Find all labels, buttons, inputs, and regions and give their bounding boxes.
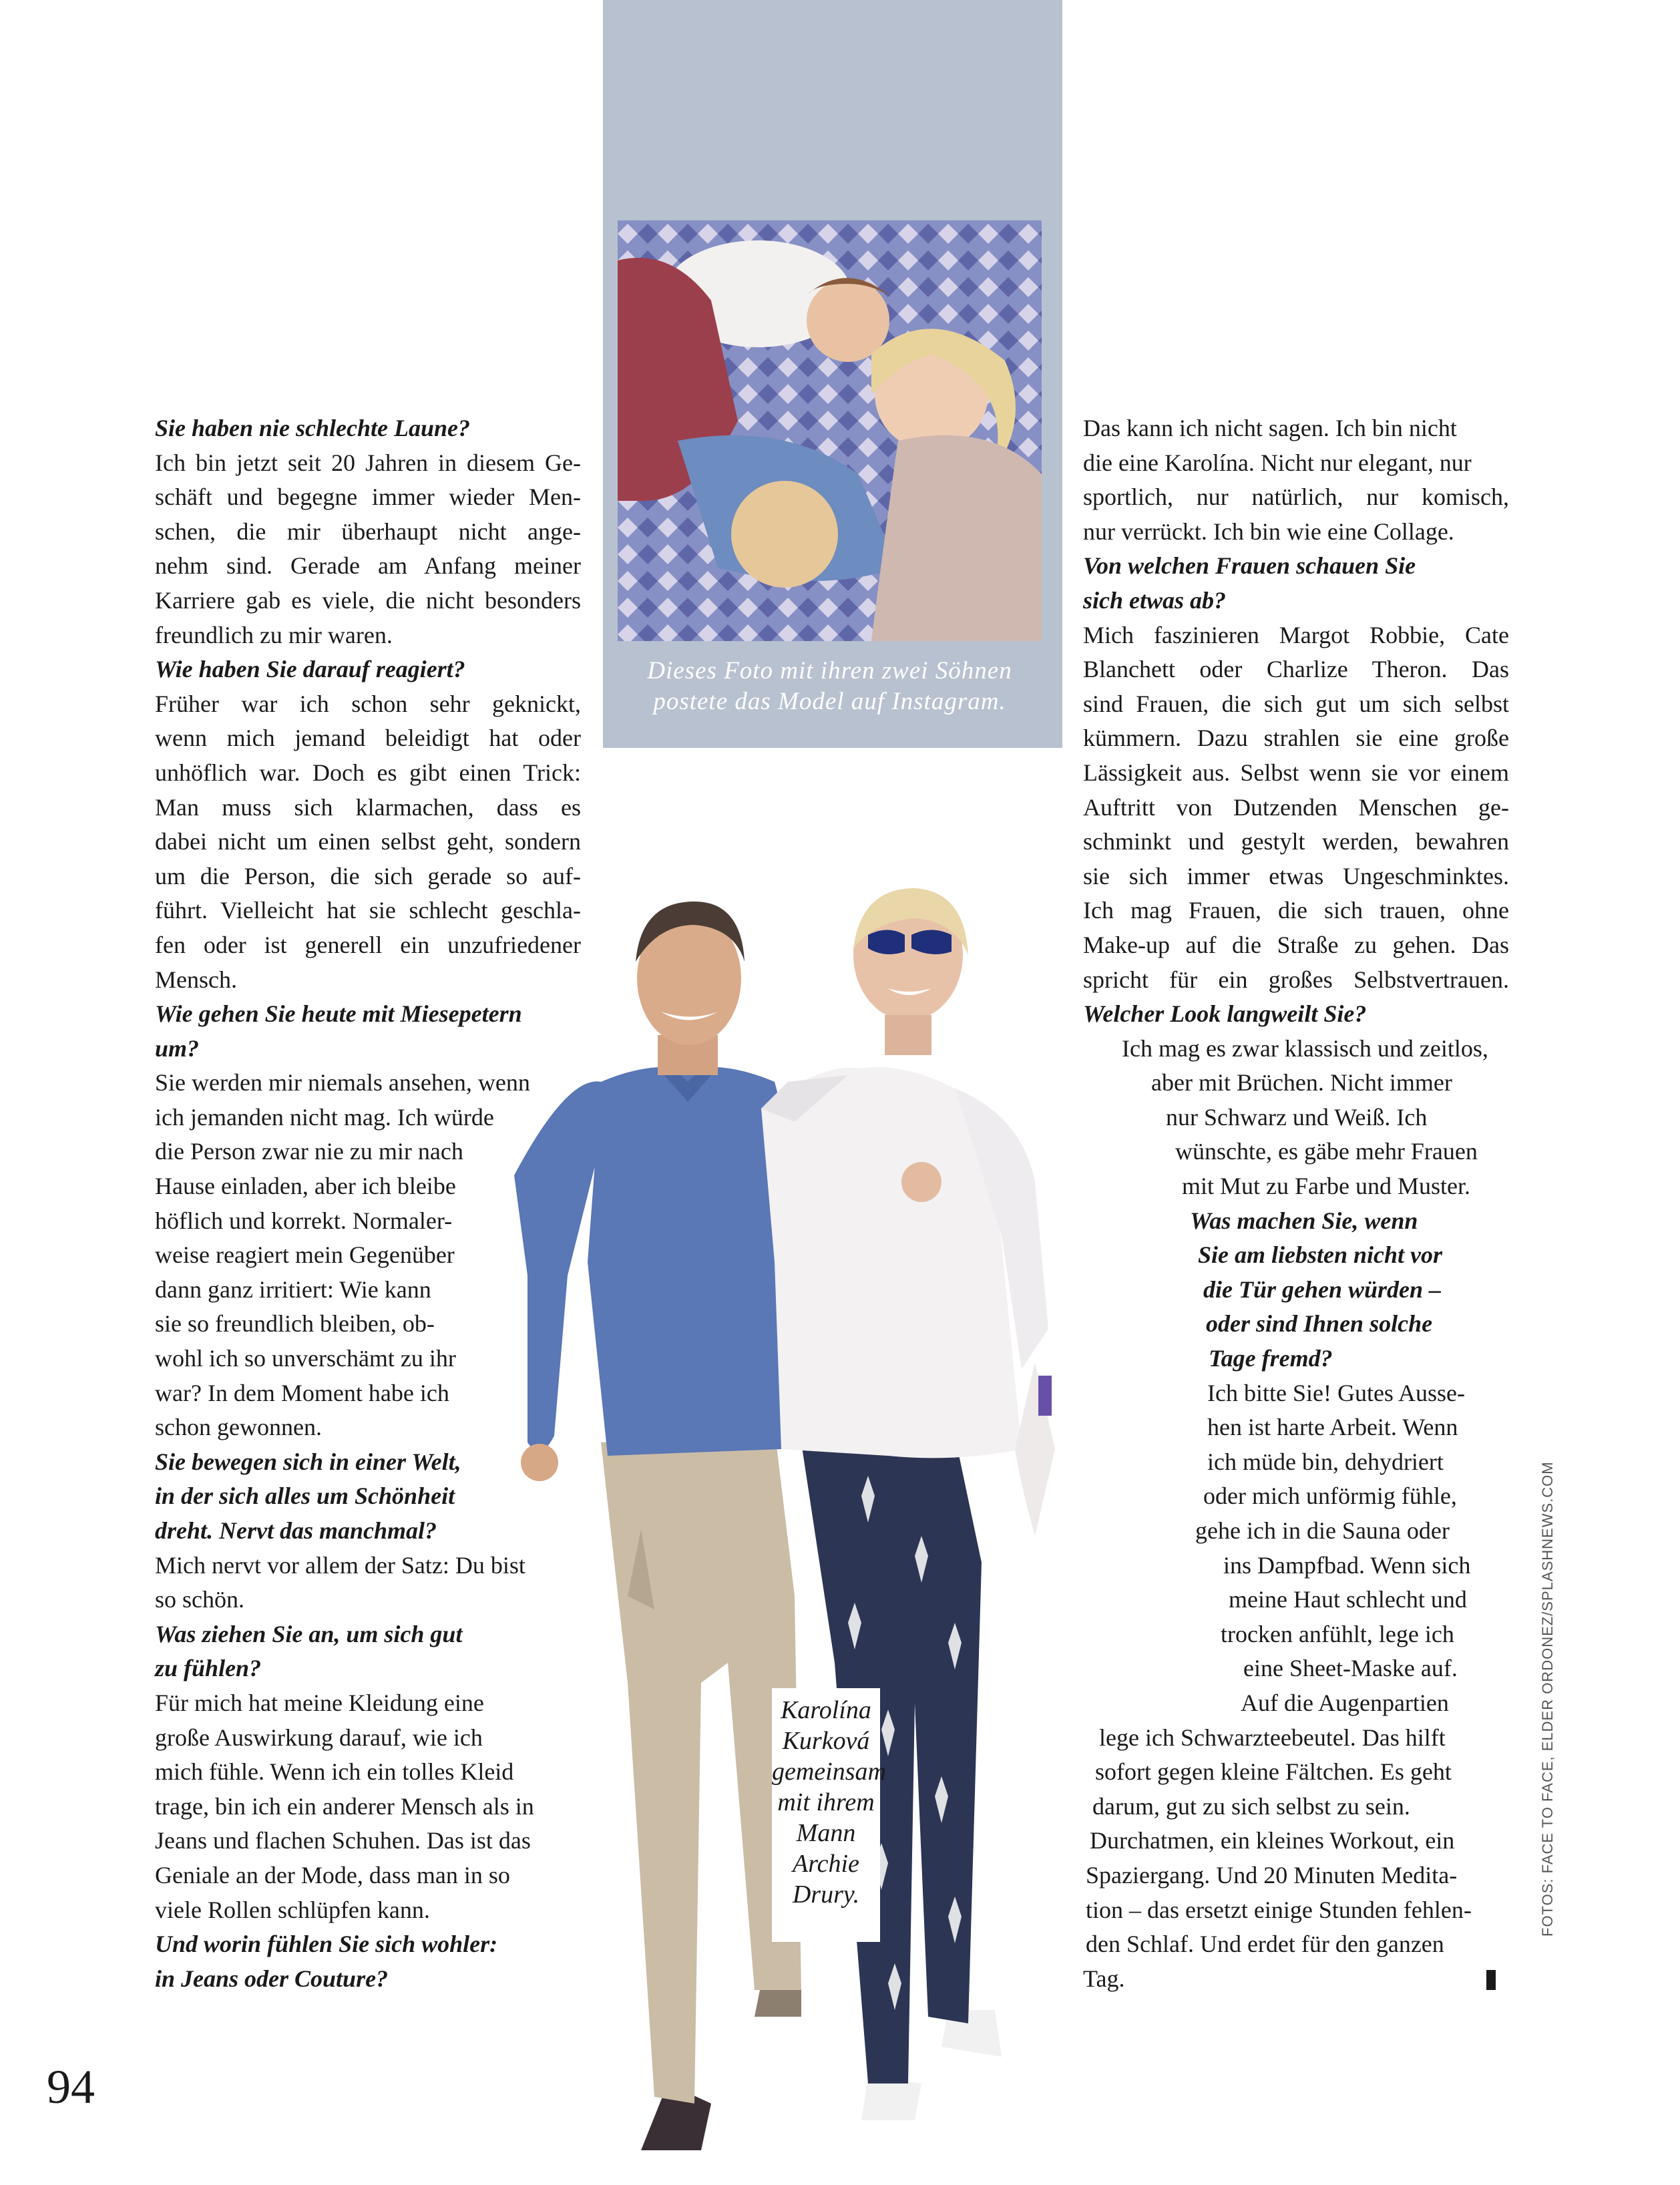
interview-answer-line: Blanchett oder Charlize Theron. Das	[1083, 656, 1509, 683]
interview-answer-line: tion – das ersetzt einige Stunden fehlen-	[1086, 1896, 1472, 1923]
interview-answer-line: sportlich, nur natürlich, nur komisch,	[1083, 483, 1509, 511]
interview-answer-line: meine Haut schlecht und	[1229, 1586, 1467, 1613]
interview-answer-line: nur verrückt. Ich bin wie eine Collage.	[1083, 518, 1454, 545]
interview-answer-line: Sie werden mir niemals ansehen, wenn	[155, 1069, 530, 1097]
interview-answer-line: lege ich Schwarzteebeutel. Das hilft	[1099, 1724, 1446, 1751]
interview-question-line: Wie gehen Sie heute mit Miesepetern	[155, 1000, 522, 1028]
interview-answer-line: Ich mag es zwar klassisch und zeitlos,	[1122, 1034, 1488, 1062]
interview-answer-line: die Person zwar nie zu mir nach	[155, 1138, 463, 1165]
interview-answer-line: Ich bin jetzt seit 20 Jahren in diesem Ge-	[155, 449, 581, 476]
interview-answer-line: führt. Vielleicht hat sie schlecht geschla-	[155, 897, 581, 924]
photo-credit: FOTOS: FACE TO FACE, ELDER ORDONEZ/SPLASHNEWS.COM	[1539, 1461, 1556, 1937]
interview-answer-line: spricht für ein großes Selbstvertrauen.	[1083, 966, 1509, 993]
interview-answer-line: die eine Karolína. Nicht nur elegant, nur	[1083, 449, 1472, 476]
interview-answer-line: ich jemanden nicht mag. Ich würde	[155, 1103, 494, 1131]
interview-question-line: Von welchen Frauen schauen Sie	[1083, 552, 1416, 580]
caption-line: Drury.	[792, 1880, 860, 1909]
interview-answer-line: ins Dampfbad. Wenn sich	[1223, 1551, 1471, 1579]
interview-answer-line: nur Schwarz und Weiß. Ich	[1166, 1103, 1428, 1131]
interview-answer-line: dabei nicht um einen selbst geht, sondern	[155, 828, 581, 855]
interview-answer-line: schen, die mir überhaupt nicht ange-	[155, 518, 581, 545]
couple-photo-caption	[772, 1688, 886, 1942]
interview-answer-line: Durchatmen, ein kleines Workout, ein	[1090, 1827, 1455, 1854]
interview-answer-line: oder mich unförmig fühle,	[1203, 1482, 1457, 1510]
interview-answer-line: trage, bin ich ein anderer Mensch als in	[155, 1792, 534, 1820]
interview-answer-line: Karriere gab es viele, die nicht besonders	[155, 586, 581, 614]
interview-answer-line: den Schlaf. Und erdet für den ganzen	[1086, 1931, 1444, 1958]
interview-question-line: Was ziehen Sie an, um sich gut	[155, 1620, 463, 1647]
interview-answer-line: Auf die Augenpartien	[1241, 1689, 1449, 1716]
interview-answer-line: unhöflich war. Doch es gibt einen Trick:	[155, 759, 581, 786]
interview-question-line: um?	[155, 1034, 200, 1062]
caption-line: mit ihrem	[777, 1788, 875, 1816]
interview-answer-line: Ich bitte Sie! Gutes Ausse-	[1207, 1379, 1465, 1406]
family-photo	[618, 220, 1042, 641]
interview-answer-line: ich müde bin, dehydriert	[1207, 1448, 1444, 1475]
interview-answer-line: freundlich zu mir waren.	[155, 621, 393, 648]
interview-answer-line: höflich und korrekt. Normaler-	[155, 1207, 453, 1234]
interview-answer-line: Das kann ich nicht sagen. Ich bin nicht	[1083, 415, 1457, 441]
interview-answer-line: weise reagiert mein Gegenüber	[155, 1241, 455, 1269]
interview-answer-line: Geniale an der Mode, dass man in so	[155, 1861, 510, 1889]
interview-answer-line: mich fühle. Wenn ich ein tolles Kleid	[155, 1758, 514, 1786]
interview-answer-line: sie sich immer etwas Ungeschminktes.	[1083, 862, 1509, 889]
interview-answer-line: schäft und begegne immer wieder Men-	[155, 483, 581, 511]
article-end-mark	[1486, 1970, 1496, 1990]
interview-answer-line: gehe ich in die Sauna oder	[1195, 1517, 1450, 1544]
interview-answer-line: Mich nervt vor allem der Satz: Du bist	[155, 1551, 526, 1579]
interview-question-line: dreht. Nervt das manchmal?	[155, 1517, 437, 1544]
interview-answer-line: eine Sheet-Maske auf.	[1243, 1655, 1458, 1682]
caption-line: Mann	[796, 1819, 856, 1847]
caption-line: Kurková	[782, 1727, 870, 1755]
interview-question-line: Wie haben Sie darauf reagiert?	[155, 656, 465, 683]
interview-answer-line: sofort gegen kleine Fältchen. Es geht	[1095, 1758, 1452, 1786]
interview-answer-line: Jeans und flachen Schuhen. Das ist das	[155, 1827, 531, 1854]
interview-answer-line: Make-up auf die Straße zu gehen. Das	[1083, 931, 1509, 958]
interview-answer-line: aber mit Brüchen. Nicht immer	[1151, 1069, 1452, 1097]
interview-question-line: Sie am liebsten nicht vor	[1198, 1241, 1443, 1269]
interview-answer-line: Hause einladen, aber ich bleibe	[155, 1173, 456, 1200]
interview-question-line: sich etwas ab?	[1083, 586, 1227, 614]
interview-answer-line: schon gewonnen.	[155, 1414, 322, 1441]
caption-line: postete das Model auf Instagram.	[653, 688, 1006, 715]
interview-question-line: Welcher Look langweilt Sie?	[1083, 1000, 1367, 1028]
caption-line: Karolína	[781, 1696, 871, 1724]
interview-answer-line: Für mich hat meine Kleidung eine	[155, 1689, 484, 1716]
interview-answer-line: war? In dem Moment habe ich	[155, 1379, 449, 1406]
interview-question-line: oder sind Ihnen solche	[1206, 1310, 1433, 1338]
interview-answer-line: wohl ich so unverschämt zu ihr	[155, 1345, 456, 1372]
interview-answer-line: um die Person, die sich gerade so auf-	[155, 862, 581, 889]
caption-line: gemeinsam	[772, 1758, 886, 1786]
interview-answer-line: trocken anfühlt, lege ich	[1221, 1620, 1454, 1647]
family-photo-illustration	[618, 220, 1042, 641]
interview-answer-line: Mich faszinieren Margot Robbie, Cate	[1083, 621, 1509, 648]
interview-answer-line: Lässigkeit aus. Selbst wenn sie vor einem	[1083, 759, 1509, 786]
interview-answer-line: schminkt und gestylt werden, bewahren	[1083, 828, 1509, 855]
interview-answer-line: so schön.	[155, 1586, 244, 1613]
interview-answer-line: mit Mut zu Farbe und Muster.	[1182, 1173, 1470, 1200]
caption-line: Dieses Foto mit ihren zwei Söhnen	[647, 657, 1012, 684]
interview-answer-line: Mensch.	[155, 966, 237, 993]
interview-answer-line: viele Rollen schlüpfen kann.	[155, 1896, 430, 1923]
interview-question-line: Was machen Sie, wenn	[1190, 1207, 1418, 1234]
man-figure	[514, 902, 801, 2150]
interview-question-line: in der sich alles um Schönheit	[155, 1482, 455, 1510]
interview-answer-line: wünschte, es gäbe mehr Frauen	[1175, 1138, 1478, 1165]
interview-answer-line: dann ganz irritiert: Wie kann	[155, 1275, 431, 1303]
interview-question-line: die Tür gehen würden –	[1203, 1275, 1442, 1303]
interview-answer-line: Spaziergang. Und 20 Minuten Medita-	[1086, 1861, 1458, 1889]
interview-answer-line: fen oder ist generell ein unzufriedener	[155, 931, 581, 958]
interview-answer-line: Man muss sich klarmachen, dass es	[155, 793, 581, 821]
interview-answer-line: sie so freundlich bleiben, ob-	[155, 1310, 435, 1338]
interview-answer-line: hen ist harte Arbeit. Wenn	[1207, 1414, 1458, 1441]
page-number: 94	[47, 2060, 95, 2114]
interview-answer-line: darum, gut zu sich selbst zu sein.	[1092, 1792, 1410, 1820]
interview-answer-line: nehm sind. Gerade am Anfang meiner	[155, 552, 581, 580]
interview-answer-line: Auftritt von Dutzenden Menschen ge-	[1083, 793, 1509, 821]
interview-answer-line: Tag.	[1083, 1965, 1125, 1992]
caption-line: Archie	[793, 1850, 859, 1878]
interview-question-line: zu fühlen?	[155, 1655, 262, 1682]
family-photo-caption	[618, 656, 1042, 717]
interview-answer-line: große Auswirkung darauf, wie ich	[155, 1724, 483, 1751]
interview-answer-line: sind Frauen, die sich gut um sich selbst	[1083, 690, 1509, 717]
interview-answer-line: Ich mag Frauen, die sich trauen, ohne	[1083, 897, 1509, 924]
interview-question-line: in Jeans oder Couture?	[155, 1965, 389, 1992]
interview-question-line: Sie bewegen sich in einer Welt,	[155, 1448, 461, 1475]
interview-question-line: Tage fremd?	[1209, 1345, 1333, 1372]
interview-answer-line: wenn mich jemand beleidigt hat oder	[155, 725, 581, 752]
interview-question-line: Sie haben nie schlechte Laune?	[155, 415, 471, 441]
interview-answer-line: kümmern. Dazu strahlen sie eine große	[1083, 725, 1509, 752]
interview-answer-line: Früher war ich schon sehr geknickt,	[155, 690, 581, 717]
couple-photo	[487, 861, 1162, 2185]
interview-question-line: Und worin fühlen Sie sich wohler:	[155, 1931, 498, 1958]
